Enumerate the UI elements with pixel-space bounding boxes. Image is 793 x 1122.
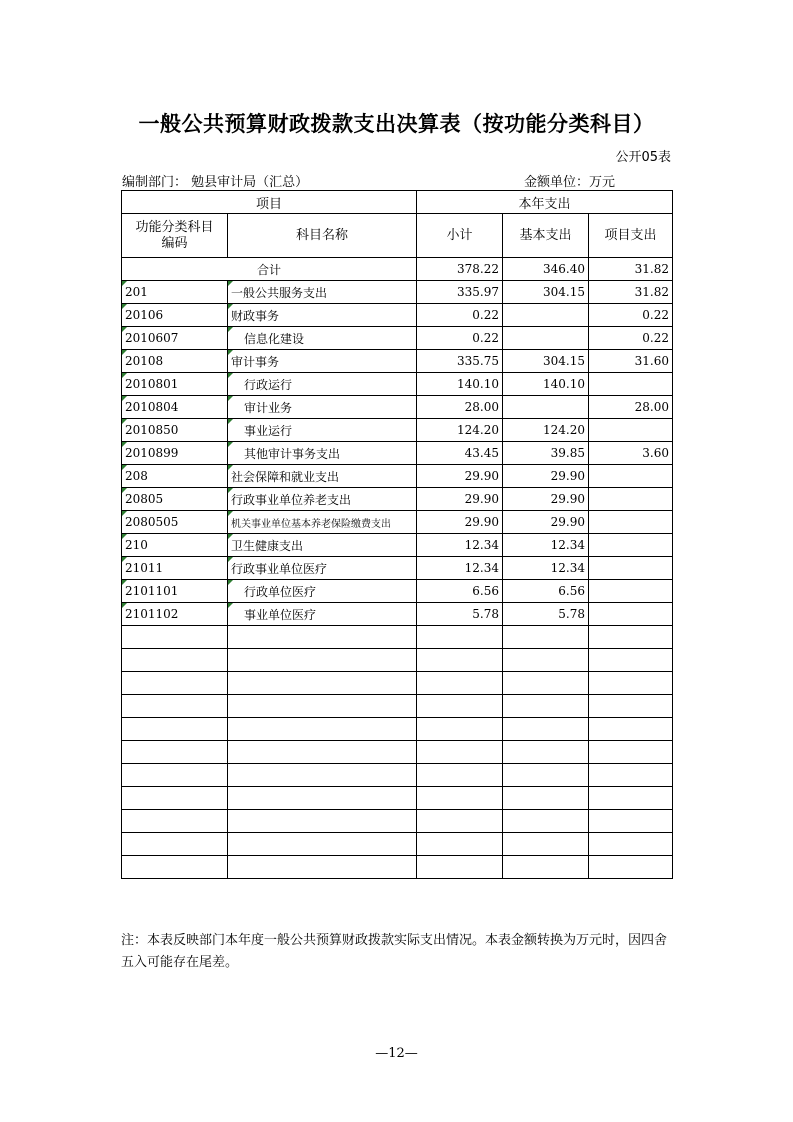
row-basic: 6.56 (503, 580, 589, 603)
row-subtotal: 29.90 (417, 465, 503, 488)
row-project (589, 511, 673, 534)
row-code: 2010804 (122, 396, 228, 419)
empty-cell (228, 764, 417, 787)
header-project: 项目 (122, 191, 417, 214)
row-basic: 5.78 (503, 603, 589, 626)
footnote: 注：本表反映部门本年度一般公共预算财政拨款实际支出情况。本表金额转换为万元时，因四舍五入可能存在尾差。 (121, 933, 668, 970)
row-name: 信息化建设 (228, 327, 417, 350)
row-name: 审计业务 (228, 396, 417, 419)
empty-row (122, 833, 673, 856)
empty-cell (122, 810, 228, 833)
empty-cell (589, 856, 673, 879)
row-subtotal: 6.56 (417, 580, 503, 603)
row-code: 2101102 (122, 603, 228, 626)
table-row (122, 304, 673, 327)
row-name: 行政事业单位医疗 (228, 557, 417, 580)
empty-cell (122, 672, 228, 695)
table-code: 公开05表 (615, 150, 671, 165)
row-subtotal: 0.22 (417, 327, 503, 350)
row-subtotal: 29.90 (417, 511, 503, 534)
row-name: 一般公共服务支出 (228, 281, 417, 304)
table-row (122, 511, 673, 534)
row-subtotal: 0.22 (417, 304, 503, 327)
empty-cell (122, 856, 228, 879)
table-row (122, 580, 673, 603)
empty-cell (589, 626, 673, 649)
empty-cell (417, 672, 503, 695)
header-code: 功能分类科目编码 (122, 214, 228, 258)
empty-cell (417, 718, 503, 741)
table-row (122, 603, 673, 626)
empty-cell (228, 695, 417, 718)
row-code: 20108 (122, 350, 228, 373)
header-row-1 (122, 191, 673, 214)
empty-cell (122, 787, 228, 810)
row-code: 208 (122, 465, 228, 488)
empty-cell (417, 695, 503, 718)
empty-cell (417, 833, 503, 856)
empty-row (122, 718, 673, 741)
table-row (122, 442, 673, 465)
row-subtotal: 28.00 (417, 396, 503, 419)
row-subtotal: 12.34 (417, 534, 503, 557)
empty-cell (122, 718, 228, 741)
row-code: 20106 (122, 304, 228, 327)
table-row (122, 373, 673, 396)
table-row (122, 488, 673, 511)
row-code: 2010607 (122, 327, 228, 350)
empty-cell (503, 626, 589, 649)
row-name: 事业运行 (228, 419, 417, 442)
table-row (122, 396, 673, 419)
header-current-year: 本年支出 (417, 191, 673, 214)
row-project: 31.82 (589, 281, 673, 304)
row-code: 2101101 (122, 580, 228, 603)
row-subtotal: 12.34 (417, 557, 503, 580)
row-name: 卫生健康支出 (228, 534, 417, 557)
empty-cell (122, 833, 228, 856)
row-subtotal: 43.45 (417, 442, 503, 465)
row-subtotal: 335.97 (417, 281, 503, 304)
empty-cell (503, 741, 589, 764)
row-name: 事业单位医疗 (228, 603, 417, 626)
row-basic: 29.90 (503, 465, 589, 488)
row-code: 2080505 (122, 511, 228, 534)
row-basic: 29.90 (503, 488, 589, 511)
empty-cell (122, 741, 228, 764)
empty-cell (228, 718, 417, 741)
empty-row (122, 764, 673, 787)
row-code: 2010801 (122, 373, 228, 396)
row-code: 21011 (122, 557, 228, 580)
row-name: 社会保障和就业支出 (228, 465, 417, 488)
header-row-2 (122, 214, 673, 258)
empty-cell (589, 649, 673, 672)
empty-cell (417, 649, 503, 672)
empty-cell (589, 741, 673, 764)
empty-cell (122, 764, 228, 787)
empty-cell (417, 764, 503, 787)
row-subtotal: 29.90 (417, 488, 503, 511)
expenditure-table (121, 190, 673, 879)
header-subtotal: 小计 (417, 214, 503, 258)
row-name: 行政事业单位养老支出 (228, 488, 417, 511)
empty-row (122, 856, 673, 879)
row-subtotal: 5.78 (417, 603, 503, 626)
empty-cell (122, 649, 228, 672)
empty-cell (122, 695, 228, 718)
header-project-exp: 项目支出 (589, 214, 673, 258)
row-basic: 304.15 (503, 350, 589, 373)
table-row (122, 557, 673, 580)
empty-cell (503, 764, 589, 787)
unit-label: 金额单位：万元 (524, 175, 616, 190)
row-project (589, 534, 673, 557)
row-subtotal: 124.20 (417, 419, 503, 442)
row-project: 0.22 (589, 304, 673, 327)
row-basic: 12.34 (503, 534, 589, 557)
empty-row (122, 672, 673, 695)
empty-cell (503, 787, 589, 810)
row-project: 28.00 (589, 396, 673, 419)
page-number: —12— (375, 1046, 418, 1061)
table-row (122, 327, 673, 350)
row-code: 2010899 (122, 442, 228, 465)
row-project (589, 419, 673, 442)
row-name: 财政事务 (228, 304, 417, 327)
row-project: 31.60 (589, 350, 673, 373)
empty-cell (228, 626, 417, 649)
header-name: 科目名称 (228, 214, 417, 258)
empty-cell (503, 833, 589, 856)
empty-cell (228, 833, 417, 856)
header-basic: 基本支出 (503, 214, 589, 258)
total-row (122, 258, 673, 281)
row-basic (503, 396, 589, 419)
row-code: 201 (122, 281, 228, 304)
row-name: 其他审计事务支出 (228, 442, 417, 465)
empty-cell (417, 856, 503, 879)
row-project (589, 373, 673, 396)
row-code: 20805 (122, 488, 228, 511)
empty-cell (503, 649, 589, 672)
empty-cell (503, 718, 589, 741)
empty-row (122, 695, 673, 718)
page-title: 一般公共预算财政拨款支出决算表（按功能分类科目） (138, 112, 655, 136)
row-basic: 12.34 (503, 557, 589, 580)
row-project (589, 580, 673, 603)
row-code: 2010850 (122, 419, 228, 442)
table-row (122, 465, 673, 488)
empty-cell (122, 626, 228, 649)
empty-row (122, 787, 673, 810)
row-basic: 304.15 (503, 281, 589, 304)
empty-cell (228, 810, 417, 833)
table-row (122, 281, 673, 304)
row-code: 210 (122, 534, 228, 557)
row-project (589, 465, 673, 488)
empty-cell (589, 672, 673, 695)
row-basic (503, 304, 589, 327)
table-row (122, 534, 673, 557)
empty-cell (503, 672, 589, 695)
empty-cell (589, 810, 673, 833)
total-subtotal: 378.22 (417, 258, 503, 281)
department-label: 编制部门： 勉县审计局（汇总） (122, 175, 309, 190)
empty-row (122, 741, 673, 764)
empty-cell (503, 856, 589, 879)
empty-cell (503, 810, 589, 833)
row-project: 0.22 (589, 327, 673, 350)
row-project (589, 557, 673, 580)
row-basic: 124.20 (503, 419, 589, 442)
empty-row (122, 810, 673, 833)
row-basic: 29.90 (503, 511, 589, 534)
total-project: 31.82 (589, 258, 673, 281)
empty-cell (589, 787, 673, 810)
table-row (122, 419, 673, 442)
empty-cell (417, 787, 503, 810)
row-subtotal: 335.75 (417, 350, 503, 373)
empty-cell (417, 810, 503, 833)
row-name: 行政单位医疗 (228, 580, 417, 603)
total-basic: 346.40 (503, 258, 589, 281)
row-basic: 140.10 (503, 373, 589, 396)
row-project (589, 603, 673, 626)
empty-cell (228, 741, 417, 764)
row-name: 机关事业单位基本养老保险缴费支出 (228, 511, 417, 534)
row-name: 审计事务 (228, 350, 417, 373)
empty-cell (589, 695, 673, 718)
empty-cell (589, 718, 673, 741)
row-basic: 39.85 (503, 442, 589, 465)
row-project: 3.60 (589, 442, 673, 465)
empty-cell (228, 787, 417, 810)
row-name: 行政运行 (228, 373, 417, 396)
row-subtotal: 140.10 (417, 373, 503, 396)
empty-cell (228, 856, 417, 879)
empty-cell (589, 764, 673, 787)
total-label: 合计 (122, 258, 417, 281)
table-row (122, 350, 673, 373)
row-project (589, 488, 673, 511)
empty-row (122, 649, 673, 672)
empty-cell (228, 672, 417, 695)
empty-cell (417, 741, 503, 764)
empty-cell (589, 833, 673, 856)
empty-cell (228, 649, 417, 672)
row-basic (503, 327, 589, 350)
empty-cell (503, 695, 589, 718)
empty-row (122, 626, 673, 649)
empty-cell (417, 626, 503, 649)
